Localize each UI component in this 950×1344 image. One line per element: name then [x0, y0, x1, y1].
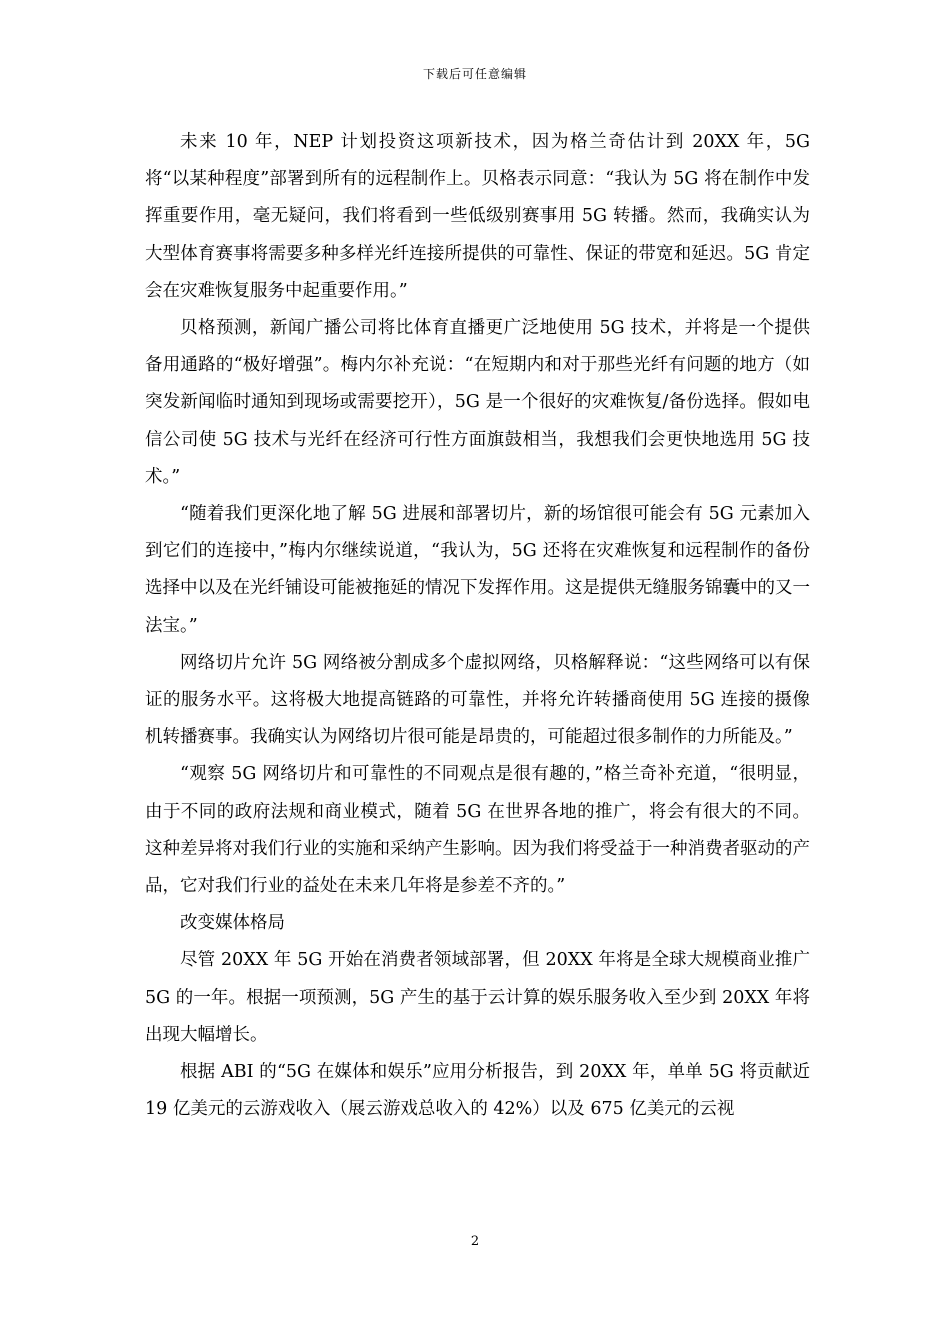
page-number: 2 — [470, 1234, 480, 1249]
paragraph: 根据 ABI 的“5G 在媒体和娱乐”应用分析报告，到 20XX 年，单单 5G 将贡献近 19 亿美元的云游戏收入（展云游戏总收入的 42%）以及 675 亿美元的云视 — [145, 1062, 810, 1120]
section-heading: 改变媒体格局 — [180, 913, 285, 934]
paragraph: 尽管 20XX 年 5G 开始在消费者领域部署，但 20XX 年将是全球大规模商业推广 5G 的一年。根据一项预测，5G 产生的基于云计算的娱乐服务收入至少到 20XX 年将出现大幅增长。 — [145, 950, 810, 1045]
paragraph: “观察 5G 网络切片和可靠性的不同观点是很有趣的，”格兰奇补充道，“很明显，由于不同的政府法规和商业模式，随着 5G 在世界各地的推广，将会有很大的不同。这种差异将对我们行业的实施和采纳产生影响。因为我们将受益于一种消费者驱动的产品，它对我们行业的益处在未来几年将是参差不齐的。” — [145, 764, 810, 897]
paragraph: “随着我们更深化地了解 5G 进展和部署切片，新的场馆很可能会有 5G 元素加入到它们的连接中，”梅内尔继续说道，“我认为，5G 还将在灾难恢复和远程制作的备份选择中以及在光纤铺设可能被拖延的情况下发挥作用。这是提供无缝服务锦囊中的又一法宝。” — [145, 504, 810, 636]
page-header: 下载后可任意编辑 — [422, 67, 527, 81]
document-body — [145, 124, 810, 1128]
paragraph: 贝格预测，新闻广播公司将比体育直播更广泛地使用 5G 技术，并将是一个提供备用通路的“极好增强”。梅内尔补充说：“在短期内和对于那些光纤有问题的地方（如突发新闻临时通知到现场或需要挖开），5G 是一个很好的灾难恢复/备份选择。假如电信公司使 5G 技术与光纤在经济可行性方面旗鼓相当，我想我们会更快地选用 5G 技术。” — [145, 318, 810, 487]
paragraph: 未来 10 年，NEP 计划投资这项新技术，因为格兰奇估计到 20XX 年，5G 将“以某种程度”部署到所有的远程制作上。贝格表示同意：“我认为 5G 将在制作中发挥重要作用，毫无疑问，我们将看到一些低级别赛事用 5G 转播。然而，我确实认为大型体育赛事将需要多种多样光纤连接所提供的可靠性、保证的带宽和延迟。5G 肯定会在灾难恢复服务中起重要作用。” — [145, 132, 810, 301]
paragraph: 网络切片允许 5G 网络被分割成多个虚拟网络，贝格解释说：“这些网络可以有保证的服务水平。这将极大地提高链路的可靠性，并将允许转播商使用 5G 连接的摄像机转播赛事。我确实认为网络切片很可能是昂贵的，可能超过很多制作的力所能及。” — [145, 652, 810, 748]
